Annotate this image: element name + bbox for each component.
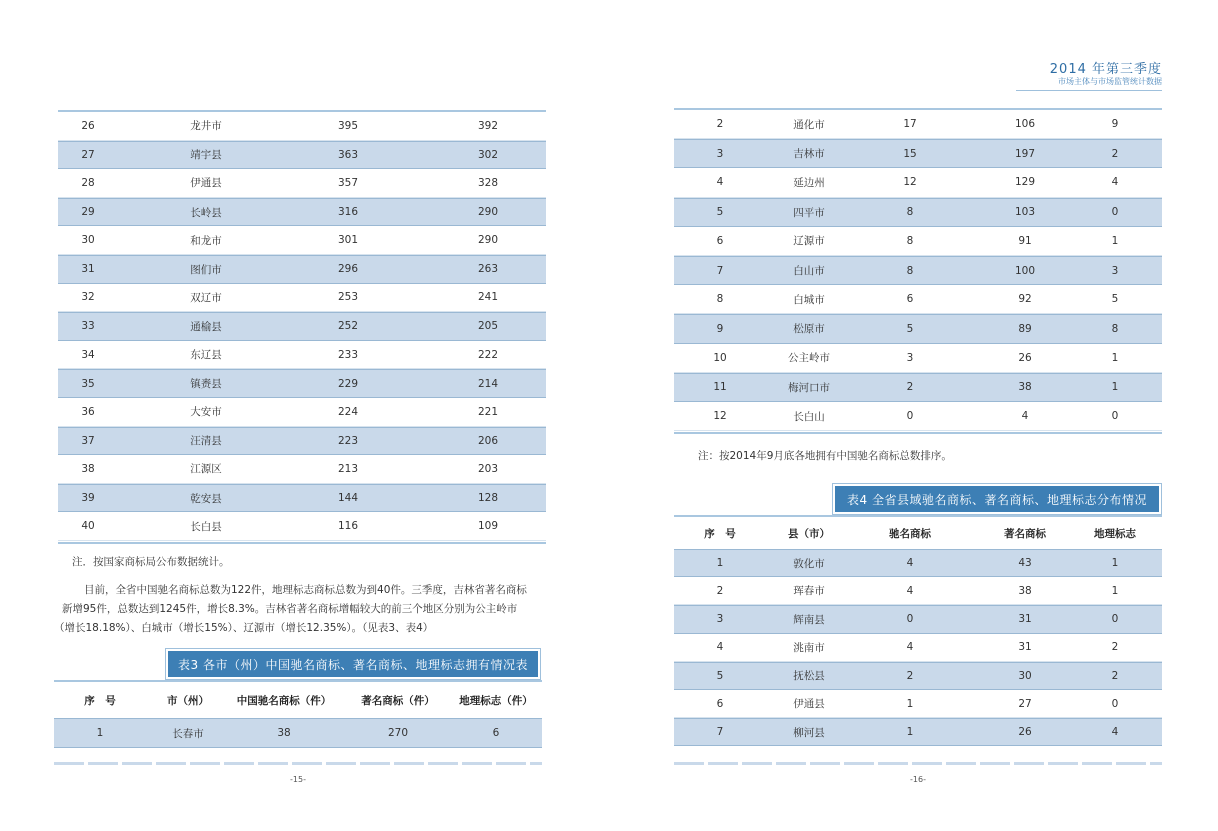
table-row xyxy=(674,549,1162,577)
table-cell: 28 xyxy=(81,176,95,189)
table-cell: 363 xyxy=(337,148,359,161)
table-row xyxy=(674,662,1162,690)
table-cell: 128 xyxy=(477,492,499,505)
table-cell: 214 xyxy=(477,377,499,390)
table-cell: 长白县 xyxy=(190,520,222,533)
column-header: 序 号 xyxy=(704,527,736,540)
table-row xyxy=(58,169,546,198)
table-row xyxy=(58,369,546,398)
table-cell: 12 xyxy=(713,410,727,423)
table-cell: 0 xyxy=(906,613,914,626)
table-cell: 253 xyxy=(337,291,359,304)
table-row xyxy=(58,112,546,141)
table-cell: 4 xyxy=(906,557,914,570)
table-cell: 31 xyxy=(1018,613,1032,626)
table-row xyxy=(58,341,546,370)
table-row xyxy=(674,227,1162,256)
left-note: 注．按国家商标局公布数据统计。 xyxy=(72,556,230,568)
table-cell: 296 xyxy=(337,263,359,276)
page-number-left: -15- xyxy=(290,775,306,784)
table-cell: 松原市 xyxy=(793,323,825,336)
table-row xyxy=(674,139,1162,168)
table-row xyxy=(674,577,1162,605)
table-cell: 290 xyxy=(477,206,499,219)
table-cell: 316 xyxy=(337,206,359,219)
table-cell: 11 xyxy=(713,381,727,394)
table-cell: 32 xyxy=(81,291,95,304)
table-cell: 白山市 xyxy=(793,265,825,278)
table-cell: 395 xyxy=(337,119,359,132)
left-ranking-table xyxy=(58,112,546,542)
table-row xyxy=(58,512,546,541)
table-cell: 26 xyxy=(81,119,95,132)
table-cell: 36 xyxy=(81,405,95,418)
table-cell: 3 xyxy=(1111,264,1119,277)
table-row xyxy=(674,110,1162,139)
table-cell: 328 xyxy=(477,176,499,189)
table-cell: 长白山 xyxy=(793,410,825,423)
table-row xyxy=(58,198,546,227)
table-cell: 2 xyxy=(716,118,724,131)
table-cell: 乾安县 xyxy=(190,492,222,505)
table-cell: 江源区 xyxy=(190,463,222,476)
table-cell: 241 xyxy=(477,291,499,304)
table-cell: 8 xyxy=(1111,322,1119,335)
table-cell: 27 xyxy=(1018,697,1032,710)
table-cell: 38 xyxy=(1018,584,1032,597)
table-cell: 伊通县 xyxy=(793,698,825,711)
table-row xyxy=(674,344,1162,373)
table-cell: 辽源市 xyxy=(793,235,825,248)
table-cell: 7 xyxy=(716,264,724,277)
right-footer-rule xyxy=(674,762,1162,765)
table-cell: 6 xyxy=(716,697,724,710)
table-cell: 301 xyxy=(337,234,359,247)
table-cell: 洮南市 xyxy=(793,641,825,654)
table-header-row xyxy=(54,682,542,718)
table-cell: 靖宇县 xyxy=(190,149,222,162)
table-cell: 4 xyxy=(906,641,914,654)
table-row xyxy=(58,312,546,341)
column-header: 地理标志 xyxy=(1094,527,1136,540)
table-cell: 伊通县 xyxy=(190,177,222,190)
table-cell: 4 xyxy=(1021,410,1029,423)
table-cell: 东辽县 xyxy=(190,349,222,362)
table-cell: 29 xyxy=(81,206,95,219)
table-cell: 梅河口市 xyxy=(788,381,830,394)
table-cell: 357 xyxy=(337,176,359,189)
table-cell: 通化市 xyxy=(793,118,825,131)
table-row xyxy=(674,314,1162,343)
table-cell: 26 xyxy=(1018,351,1032,364)
table3-title: 表3 各市（州）中国驰名商标、著名商标、地理标志拥有情况表 xyxy=(168,651,538,677)
column-header: 中国驰名商标（件） xyxy=(236,694,332,707)
table-cell: 26 xyxy=(1018,726,1032,739)
table-cell: 公主岭市 xyxy=(788,352,830,365)
table-cell: 38 xyxy=(277,727,291,739)
table-cell: 汪清县 xyxy=(190,435,222,448)
table-cell: 2 xyxy=(716,584,724,597)
table-cell: 长春市 xyxy=(172,727,204,740)
table-cell: 1 xyxy=(1111,381,1119,394)
table-cell: 大安市 xyxy=(190,406,222,419)
table-row xyxy=(58,226,546,255)
table-cell: 224 xyxy=(337,405,359,418)
table-cell: 34 xyxy=(81,348,95,361)
table-cell: 144 xyxy=(337,492,359,505)
table-cell: 92 xyxy=(1018,293,1032,306)
table-cell: 10 xyxy=(713,351,727,364)
table-cell: 珲春市 xyxy=(793,585,825,598)
column-header: 驰名商标 xyxy=(889,527,931,540)
table-cell: 6 xyxy=(906,293,914,306)
table-cell: 392 xyxy=(477,119,499,132)
table-cell: 0 xyxy=(1111,613,1119,626)
table-cell: 233 xyxy=(337,348,359,361)
table-cell: 89 xyxy=(1018,322,1032,335)
left-bottom-rule xyxy=(58,542,546,544)
right-ranking-table xyxy=(674,110,1162,432)
table-cell: 1 xyxy=(716,557,724,570)
column-header: 著名商标 xyxy=(1004,527,1046,540)
table-cell: 1 xyxy=(1111,557,1119,570)
table-cell: 270 xyxy=(387,727,409,739)
table-cell: 33 xyxy=(81,320,95,333)
table-cell: 31 xyxy=(1018,641,1032,654)
table-cell: 6 xyxy=(716,234,724,247)
table-cell: 6 xyxy=(492,727,500,739)
table4 xyxy=(674,517,1162,747)
table-cell: 40 xyxy=(81,520,95,533)
column-header: 著名商标（件） xyxy=(361,694,435,707)
table-cell: 敦化市 xyxy=(793,557,825,570)
table-cell: 252 xyxy=(337,320,359,333)
table-cell: 白城市 xyxy=(793,293,825,306)
table-row xyxy=(58,398,546,427)
table-cell: 龙井市 xyxy=(190,120,222,133)
table-cell: 1 xyxy=(1111,234,1119,247)
table-cell: 双辽市 xyxy=(190,291,222,304)
table-cell: 30 xyxy=(81,234,95,247)
table-cell: 9 xyxy=(1111,118,1119,131)
table-cell: 0 xyxy=(906,410,914,423)
table-cell: 4 xyxy=(1111,176,1119,189)
table-cell: 205 xyxy=(477,320,499,333)
column-header: 市（州） xyxy=(167,694,209,707)
table-cell: 2 xyxy=(1111,641,1119,654)
table-cell: 222 xyxy=(477,348,499,361)
table-cell: 辉南县 xyxy=(793,613,825,626)
table-cell: 3 xyxy=(906,351,914,364)
table-row xyxy=(58,455,546,484)
right-bottom-rule xyxy=(674,432,1162,434)
table-row xyxy=(674,373,1162,402)
table-cell: 1 xyxy=(906,697,914,710)
table-cell: 203 xyxy=(477,462,499,475)
table-cell: 4 xyxy=(716,176,724,189)
table-cell: 15 xyxy=(903,147,917,160)
table-cell: 2 xyxy=(906,669,914,682)
table-cell: 223 xyxy=(337,434,359,447)
table-cell: 柳河县 xyxy=(793,726,825,739)
table-cell: 197 xyxy=(1014,147,1036,160)
table-header-row xyxy=(674,517,1162,549)
header-subtitle: 市场主体与市场监管统计数据 xyxy=(1058,77,1162,86)
summary-line-2: 新增95件，总数达到1245件，增长8.3%。吉林省著名商标增幅较大的前三个地区分别为公主岭市 xyxy=(62,603,518,615)
table-cell: 1 xyxy=(96,727,104,739)
table-cell: 1 xyxy=(1111,351,1119,364)
table-row xyxy=(674,718,1162,746)
table-cell: 229 xyxy=(337,377,359,390)
summary-line-3: （增长18.18%）、白城市（增长15%）、辽源市（增长12.35%）。（见表3、表4） xyxy=(54,622,434,634)
table-row xyxy=(58,284,546,313)
table-cell: 8 xyxy=(906,264,914,277)
table-cell: 109 xyxy=(477,520,499,533)
column-header: 序 号 xyxy=(84,694,116,707)
table-row xyxy=(674,285,1162,314)
table-cell: 2 xyxy=(906,381,914,394)
table-cell: 通榆县 xyxy=(190,320,222,333)
table-cell: 290 xyxy=(477,234,499,247)
table-cell: 302 xyxy=(477,148,499,161)
table-row xyxy=(58,255,546,284)
table-cell: 3 xyxy=(716,613,724,626)
summary-line-1: 目前，全省中国驰名商标总数为122件，地理标志商标总数为到40件。三季度，吉林省著名商标 xyxy=(84,584,527,596)
table-cell: 8 xyxy=(906,206,914,219)
table-cell: 263 xyxy=(477,263,499,276)
table-cell: 8 xyxy=(716,293,724,306)
table-row xyxy=(674,256,1162,285)
table-row xyxy=(674,168,1162,197)
table-cell: 1 xyxy=(906,726,914,739)
table-cell: 4 xyxy=(716,641,724,654)
table-cell: 0 xyxy=(1111,410,1119,423)
table-cell: 7 xyxy=(716,726,724,739)
table-cell: 吉林市 xyxy=(793,148,825,161)
table-cell: 37 xyxy=(81,434,95,447)
table-cell: 2 xyxy=(1111,669,1119,682)
table-cell: 38 xyxy=(81,462,95,475)
table-cell: 长岭县 xyxy=(190,206,222,219)
table-cell: 4 xyxy=(906,584,914,597)
table-cell: 镇赉县 xyxy=(190,378,222,391)
table-row xyxy=(674,198,1162,227)
table-cell: 221 xyxy=(477,405,499,418)
left-footer-rule xyxy=(54,762,542,765)
table-row xyxy=(58,427,546,456)
table-cell: 116 xyxy=(337,520,359,533)
table-cell: 4 xyxy=(1111,726,1119,739)
table-row xyxy=(54,718,542,748)
table-cell: 35 xyxy=(81,377,95,390)
table-cell: 31 xyxy=(81,263,95,276)
table-row xyxy=(674,634,1162,662)
table-cell: 30 xyxy=(1018,669,1032,682)
table-cell: 四平市 xyxy=(793,206,825,219)
table-row xyxy=(674,690,1162,718)
table-cell: 5 xyxy=(906,322,914,335)
table-cell: 1 xyxy=(1111,584,1119,597)
table-cell: 91 xyxy=(1018,234,1032,247)
table-cell: 2 xyxy=(1111,147,1119,160)
table-cell: 和龙市 xyxy=(190,234,222,247)
table-cell: 206 xyxy=(477,434,499,447)
table-cell: 5 xyxy=(716,206,724,219)
table-cell: 43 xyxy=(1018,557,1032,570)
table-row xyxy=(58,141,546,170)
table-row xyxy=(674,402,1162,431)
page-number-right: -16- xyxy=(910,775,926,784)
table-cell: 213 xyxy=(337,462,359,475)
table-cell: 27 xyxy=(81,148,95,161)
column-header: 县（市） xyxy=(788,527,830,540)
table-cell: 39 xyxy=(81,492,95,505)
right-note: 注：按2014年9月底各地拥有中国驰名商标总数排序。 xyxy=(698,450,952,462)
table-cell: 129 xyxy=(1014,176,1036,189)
table-cell: 0 xyxy=(1111,697,1119,710)
table-cell: 100 xyxy=(1014,264,1036,277)
table-cell: 8 xyxy=(906,234,914,247)
header-title: 2014 年第三季度 xyxy=(1049,62,1162,77)
table4-title: 表4 全省县域驰名商标、著名商标、地理标志分布情况 xyxy=(835,486,1159,512)
table-cell: 图们市 xyxy=(190,263,222,276)
table-row xyxy=(58,484,546,513)
table-cell: 9 xyxy=(716,322,724,335)
table-cell: 0 xyxy=(1111,206,1119,219)
table3 xyxy=(54,682,542,748)
table-cell: 103 xyxy=(1014,206,1036,219)
table-cell: 12 xyxy=(903,176,917,189)
table-cell: 抚松县 xyxy=(793,670,825,683)
table-row xyxy=(674,605,1162,633)
table-cell: 17 xyxy=(903,118,917,131)
table-cell: 38 xyxy=(1018,381,1032,394)
table-cell: 3 xyxy=(716,147,724,160)
table-cell: 5 xyxy=(716,669,724,682)
table-cell: 106 xyxy=(1014,118,1036,131)
table-cell: 延边州 xyxy=(793,176,825,189)
table-cell: 5 xyxy=(1111,293,1119,306)
header-rule xyxy=(1016,90,1162,91)
column-header: 地理标志（件） xyxy=(459,694,533,707)
